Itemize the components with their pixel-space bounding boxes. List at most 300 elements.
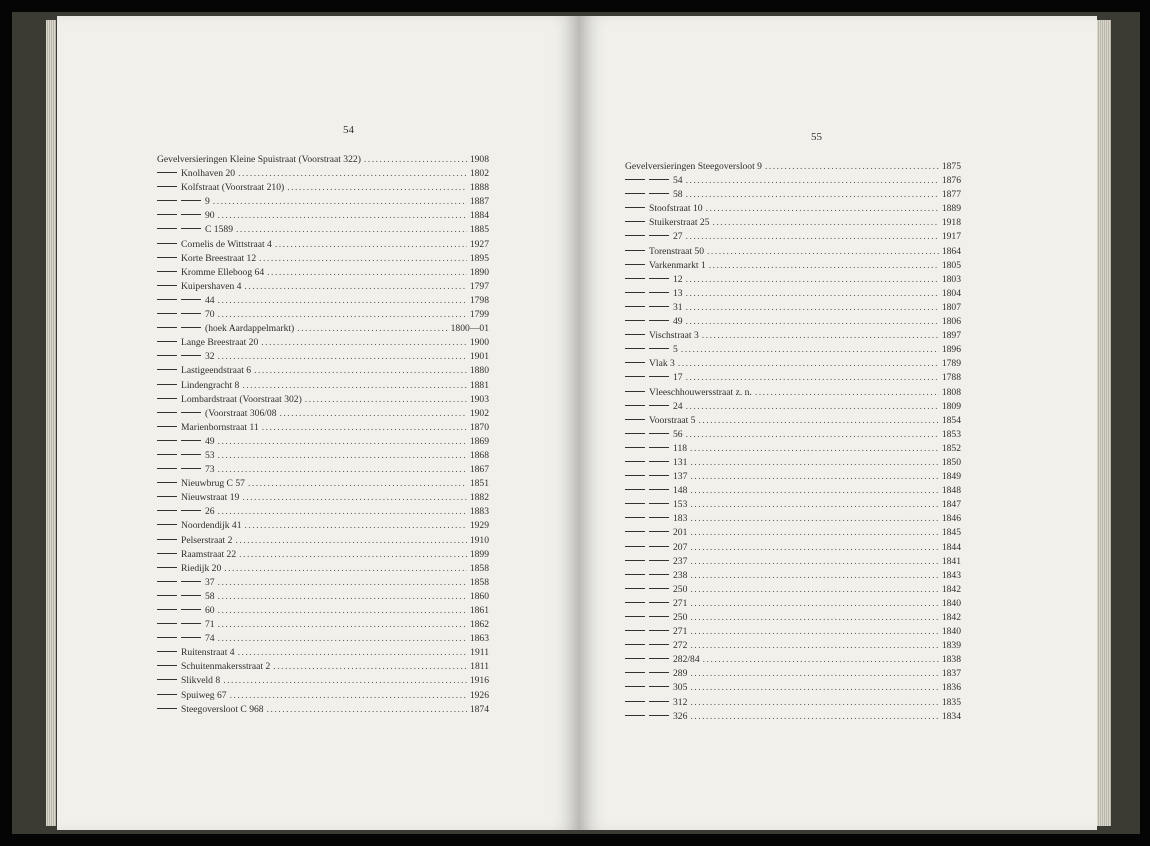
- entry-year: 1840: [941, 626, 961, 638]
- entry-year: 1802: [469, 168, 489, 180]
- ditto-dash: [625, 264, 645, 265]
- entry-label: 237: [673, 555, 688, 567]
- dot-leader: [218, 350, 467, 364]
- dot-leader: [755, 386, 939, 400]
- entry-year: 1880: [469, 365, 489, 377]
- index-entry: [157, 223, 489, 237]
- ditto-dash: [625, 658, 645, 659]
- entry-year: 1916: [469, 675, 489, 687]
- index-entry: [157, 252, 489, 266]
- entry-label: Nieuwstraat 19: [181, 492, 240, 504]
- ditto-dash: [649, 546, 669, 547]
- dot-leader: [218, 505, 467, 519]
- entry-label: Kromme Elleboog 64: [181, 266, 265, 278]
- entry-year: 1843: [941, 569, 961, 581]
- dot-leader: [287, 181, 467, 195]
- entry-year: 1903: [469, 393, 489, 405]
- ditto-dash: [157, 694, 177, 695]
- dot-leader: [267, 266, 467, 280]
- entry-year: 1868: [469, 449, 489, 461]
- entry-year: 1874: [469, 703, 489, 715]
- dot-leader: [213, 195, 467, 209]
- ditto-dash: [625, 531, 645, 532]
- ditto-dash: [625, 447, 645, 448]
- dot-leader: [238, 167, 467, 181]
- entry-year: 1858: [469, 576, 489, 588]
- entry-label: 312: [673, 696, 688, 708]
- entry-label: 90: [205, 210, 215, 222]
- entry-label: 305: [673, 682, 688, 694]
- entry-label: Stoofstraat 10: [649, 203, 703, 215]
- index-entry: [157, 308, 489, 322]
- index-entry: [157, 562, 489, 576]
- entry-year: 1918: [941, 217, 961, 229]
- dot-leader: [690, 541, 938, 555]
- page-number: 54: [343, 124, 354, 136]
- ditto-dash: [181, 412, 201, 413]
- entry-year: 1884: [469, 210, 489, 222]
- entry-year: 1844: [941, 541, 961, 553]
- entry-label: 282/84: [673, 654, 700, 666]
- dot-leader: [712, 216, 938, 230]
- ditto-dash: [157, 595, 177, 596]
- entry-label: Torenstraat 50: [649, 245, 705, 257]
- dot-leader: [244, 280, 466, 294]
- entry-label: Steegoversloot C 968: [181, 703, 264, 715]
- ditto-dash: [181, 623, 201, 624]
- dot-leader: [218, 463, 467, 477]
- entry-label: (Voorstraat 306/08: [205, 407, 277, 419]
- dot-leader: [218, 308, 467, 322]
- index-entry: [157, 153, 489, 167]
- dot-leader: [690, 512, 938, 526]
- entry-label: Pelserstraat 2: [181, 534, 233, 546]
- ditto-dash: [157, 200, 177, 201]
- index-entry: [625, 343, 961, 357]
- dot-leader: [242, 491, 466, 505]
- entry-label: Spuiweg 67: [181, 689, 227, 701]
- dot-leader: [690, 484, 938, 498]
- ditto-dash: [625, 546, 645, 547]
- dot-leader: [681, 343, 939, 357]
- entry-year: 1911: [470, 647, 489, 659]
- dot-leader: [686, 273, 939, 287]
- entry-year: 1908: [469, 154, 489, 165]
- entry-year: 1900: [469, 337, 489, 349]
- ditto-dash: [625, 715, 645, 716]
- dot-leader: [686, 371, 939, 385]
- entry-year: 1847: [941, 499, 961, 511]
- dot-leader: [297, 322, 447, 336]
- dot-leader: [218, 449, 467, 463]
- ditto-dash: [157, 257, 177, 258]
- entry-label: 250: [673, 583, 688, 595]
- ditto-dash: [157, 299, 177, 300]
- ditto-dash: [157, 496, 177, 497]
- entry-label: Lombardstraat (Voorstraat 302): [181, 393, 302, 405]
- index-entry: [625, 696, 961, 710]
- ditto-dash: [649, 320, 669, 321]
- entry-year: 1841: [941, 555, 961, 567]
- index-entry: [625, 512, 961, 526]
- index-entry: [625, 498, 961, 512]
- dot-leader: [690, 639, 938, 653]
- ditto-dash: [157, 708, 177, 709]
- entry-year: 1870: [469, 421, 489, 433]
- ditto-dash: [625, 235, 645, 236]
- entry-label: Stuikerstraat 25: [649, 217, 710, 229]
- ditto-dash: [157, 313, 177, 314]
- entry-year: 1789: [941, 358, 961, 370]
- entry-label: Knolhaven 20: [181, 168, 236, 180]
- entry-year: 1863: [469, 633, 489, 645]
- dot-leader: [686, 174, 939, 188]
- ditto-dash: [157, 214, 177, 215]
- ditto-dash: [181, 468, 201, 469]
- entry-label: 56: [673, 428, 683, 440]
- dot-leader: [690, 583, 938, 597]
- entry-label: 60: [205, 605, 215, 616]
- entry-label: 58: [205, 590, 215, 602]
- index-entry: [625, 230, 961, 244]
- ditto-dash: [625, 630, 645, 631]
- dot-leader: [273, 660, 467, 674]
- ditto-dash: [649, 475, 669, 476]
- entry-label: Marienbornstraat 11: [181, 421, 259, 433]
- ditto-dash: [181, 327, 201, 328]
- index-entry: [625, 569, 961, 583]
- ditto-dash: [625, 207, 645, 208]
- dot-leader: [254, 364, 467, 378]
- dot-leader: [218, 576, 467, 590]
- entry-label: 26: [205, 506, 215, 518]
- index-entry: [625, 442, 961, 456]
- ditto-dash: [649, 517, 669, 518]
- entry-year: 1853: [941, 428, 961, 440]
- dot-leader: [262, 421, 467, 435]
- entry-year: 1834: [941, 710, 961, 722]
- entry-year: 1929: [469, 520, 489, 532]
- index-entry: [625, 597, 961, 611]
- ditto-dash: [157, 651, 177, 652]
- entry-year: 1877: [941, 189, 961, 201]
- dot-leader: [238, 646, 468, 660]
- entry-year: 1883: [469, 506, 489, 518]
- ditto-dash: [157, 271, 177, 272]
- entry-label: 272: [673, 640, 688, 652]
- index-entry: [157, 632, 489, 646]
- entry-label: Varkenmarkt 1: [649, 259, 706, 271]
- dot-leader: [686, 188, 939, 202]
- entry-year: 1862: [469, 619, 489, 631]
- dot-leader: [690, 597, 938, 611]
- dot-leader: [218, 435, 467, 449]
- index-entry: [625, 357, 961, 371]
- dot-leader: [245, 519, 467, 533]
- ditto-dash: [649, 292, 669, 293]
- ditto-dash: [625, 701, 645, 702]
- entry-label: 12: [673, 273, 683, 285]
- ditto-dash: [625, 419, 645, 420]
- ditto-dash: [649, 447, 669, 448]
- ditto-dash: [625, 348, 645, 349]
- ditto-dash: [181, 214, 201, 215]
- entry-label: 207: [673, 541, 688, 553]
- index-entry: [625, 329, 961, 343]
- entry-label: 54: [673, 175, 683, 187]
- index-entry: [157, 519, 489, 533]
- entry-label: 326: [673, 710, 688, 722]
- index-entry: [625, 611, 961, 625]
- right-page: [579, 16, 1097, 830]
- dot-leader: [280, 407, 467, 421]
- index-entry: [157, 209, 489, 223]
- entry-year: 1797: [469, 280, 489, 292]
- index-entry: [157, 266, 489, 280]
- index-entry: [157, 421, 489, 435]
- ditto-dash: [157, 623, 177, 624]
- entry-label: 137: [673, 471, 688, 483]
- index-entry: [157, 195, 489, 209]
- ditto-dash: [625, 574, 645, 575]
- ditto-dash: [181, 299, 201, 300]
- entry-year: 1803: [941, 273, 961, 285]
- entry-label: Lastigeendstraat 6: [181, 365, 252, 377]
- entry-year: 1842: [941, 612, 961, 623]
- index-entry: [625, 428, 961, 442]
- entry-year: 1808: [941, 386, 961, 398]
- entry-label: Noordendijk 41: [181, 520, 242, 532]
- entry-label: 53: [205, 449, 215, 461]
- ditto-dash: [649, 602, 669, 603]
- index-entry: [625, 414, 961, 428]
- index-entry: [625, 639, 961, 653]
- ditto-dash: [649, 376, 669, 377]
- entry-year: 1836: [941, 682, 961, 694]
- entry-year: 1861: [469, 605, 489, 616]
- entry-label: Riedijk 20: [181, 562, 222, 574]
- ditto-dash: [649, 574, 669, 575]
- index-entry: [625, 202, 961, 216]
- ditto-dash: [625, 560, 645, 561]
- ditto-dash: [181, 510, 201, 511]
- index-entry: [625, 301, 961, 315]
- ditto-dash: [625, 475, 645, 476]
- entry-label: 17: [673, 372, 683, 384]
- index-entry: [625, 188, 961, 202]
- ditto-dash: [157, 398, 177, 399]
- index-entry: [157, 238, 489, 252]
- index-entry: [157, 435, 489, 449]
- dot-leader: [698, 414, 938, 428]
- dot-leader: [239, 548, 467, 562]
- entry-year: 1800—01: [450, 323, 489, 335]
- index-entry: [157, 167, 489, 181]
- index-entry: [625, 541, 961, 555]
- ditto-dash: [157, 454, 177, 455]
- ditto-dash: [181, 581, 201, 582]
- dot-leader: [248, 477, 467, 491]
- entry-label: 73: [205, 464, 215, 476]
- ditto-dash: [157, 369, 177, 370]
- ditto-dash: [157, 412, 177, 413]
- ditto-dash: [649, 531, 669, 532]
- index-entry: [625, 681, 961, 695]
- entry-year: 1837: [941, 668, 961, 680]
- dot-leader: [690, 498, 938, 512]
- dot-leader: [686, 301, 939, 315]
- ditto-dash: [649, 503, 669, 504]
- ditto-dash: [157, 285, 177, 286]
- ditto-dash: [181, 228, 201, 229]
- entry-year: 1899: [469, 548, 489, 560]
- entry-label: 148: [673, 485, 688, 497]
- entry-year: 1854: [941, 414, 961, 426]
- index-entry: [157, 322, 489, 336]
- entry-year: 1887: [469, 196, 489, 208]
- index-entry: [157, 703, 489, 717]
- index-entry: [157, 449, 489, 463]
- dot-leader: [690, 681, 938, 695]
- ditto-dash: [157, 186, 177, 187]
- dot-leader: [259, 252, 467, 266]
- entry-label: C 1589: [205, 224, 233, 236]
- ditto-dash: [625, 306, 645, 307]
- index-entry: [157, 660, 489, 674]
- index-entry: [625, 273, 961, 287]
- ditto-dash: [157, 384, 177, 385]
- dot-leader: [230, 689, 467, 703]
- entry-year: 1799: [469, 309, 489, 321]
- entry-label: Korte Breestraat 12: [181, 252, 257, 264]
- entry-year: 1842: [941, 583, 961, 595]
- dot-leader: [690, 710, 938, 724]
- index-entry: [157, 491, 489, 505]
- entry-year: 1788: [941, 372, 961, 384]
- ditto-dash: [157, 510, 177, 511]
- index-entry: [157, 364, 489, 378]
- entry-label: Raamstraat 22: [181, 548, 237, 560]
- index-entry: [157, 181, 489, 195]
- ditto-dash: [625, 503, 645, 504]
- ditto-dash: [181, 637, 201, 638]
- entry-label: Vlak 3: [649, 358, 675, 370]
- index-entry: [625, 400, 961, 414]
- entry-year: 1902: [469, 407, 489, 419]
- index-entry: [625, 259, 961, 273]
- ditto-dash: [649, 658, 669, 659]
- dot-leader: [218, 618, 467, 632]
- dot-leader: [275, 238, 467, 252]
- entry-label: Kolfstraat (Voorstraat 210): [181, 182, 285, 194]
- page-number: 55: [811, 131, 822, 143]
- entry-year: 1835: [941, 696, 961, 708]
- ditto-dash: [625, 362, 645, 363]
- dot-leader: [686, 230, 939, 244]
- ditto-dash: [649, 433, 669, 434]
- dot-leader: [364, 153, 467, 167]
- entry-label: Voorstraat 5: [649, 414, 696, 426]
- entry-year: 1811: [470, 661, 489, 673]
- entry-year: 1917: [941, 231, 961, 243]
- index-entry: [625, 710, 961, 724]
- ditto-dash: [181, 200, 201, 201]
- entry-year: 1882: [469, 492, 489, 504]
- dot-leader: [218, 209, 467, 223]
- entry-label: 153: [673, 499, 688, 511]
- index-entry: [625, 245, 961, 259]
- ditto-dash: [157, 665, 177, 666]
- index-entry: [625, 160, 961, 174]
- entry-year: 1798: [469, 294, 489, 306]
- ditto-dash: [625, 334, 645, 335]
- index-entry: [157, 350, 489, 364]
- dot-leader: [224, 562, 467, 576]
- ditto-dash: [649, 672, 669, 673]
- dot-leader: [686, 428, 939, 442]
- ditto-dash: [181, 609, 201, 610]
- ditto-dash: [649, 616, 669, 617]
- index-entry: [157, 407, 489, 421]
- index-entry: [625, 470, 961, 484]
- ditto-dash: [625, 278, 645, 279]
- dot-leader: [305, 393, 467, 407]
- ditto-dash: [157, 426, 177, 427]
- entry-label: 32: [205, 351, 215, 363]
- ditto-dash: [649, 235, 669, 236]
- entry-label: 271: [673, 597, 688, 609]
- index-entry: [157, 336, 489, 350]
- entry-year: 1807: [941, 301, 961, 313]
- left-page-edges: [46, 20, 56, 826]
- ditto-dash: [181, 313, 201, 314]
- entry-label: 271: [673, 626, 688, 638]
- ditto-dash: [157, 468, 177, 469]
- index-entry: [157, 590, 489, 604]
- ditto-dash: [625, 292, 645, 293]
- ditto-dash: [625, 221, 645, 222]
- index-entry: [157, 393, 489, 407]
- ditto-dash: [649, 348, 669, 349]
- index-list: [157, 153, 489, 717]
- entry-year: 1881: [469, 379, 489, 391]
- index-entry: [625, 526, 961, 540]
- ditto-dash: [625, 179, 645, 180]
- entry-label: 183: [673, 513, 688, 525]
- ditto-dash: [649, 588, 669, 589]
- entry-label: 37: [205, 576, 215, 588]
- entry-year: 1850: [941, 456, 961, 468]
- ditto-dash: [625, 616, 645, 617]
- index-entry: [625, 216, 961, 230]
- entry-year: 1840: [941, 597, 961, 609]
- dot-leader: [690, 470, 938, 484]
- entry-year: 1864: [941, 245, 961, 257]
- ditto-dash: [649, 715, 669, 716]
- entry-label: Gevelversieringen Kleine Spuistraat (Voorstraat 322): [157, 154, 361, 165]
- entry-year: 1926: [469, 689, 489, 701]
- entry-label: 71: [205, 619, 215, 631]
- entry-label: Slikveld 8: [181, 675, 221, 687]
- ditto-dash: [649, 461, 669, 462]
- entry-label: Nieuwbrug C 57: [181, 478, 245, 490]
- dot-leader: [218, 632, 467, 646]
- ditto-dash: [625, 489, 645, 490]
- entry-label: 70: [205, 309, 215, 321]
- entry-label: 44: [205, 294, 215, 306]
- index-entry: [157, 674, 489, 688]
- ditto-dash: [157, 581, 177, 582]
